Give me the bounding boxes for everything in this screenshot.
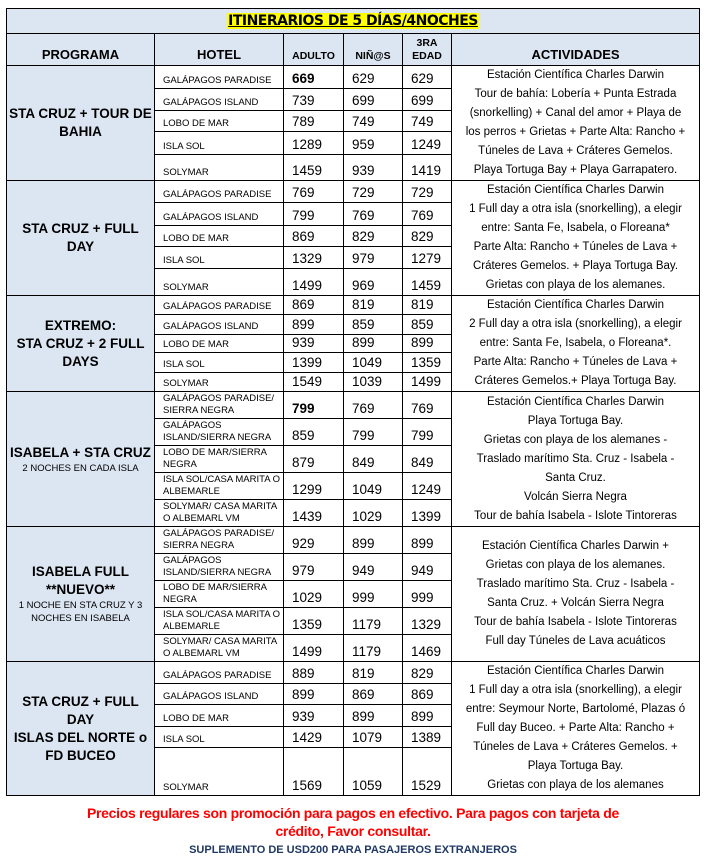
program-name-cell	[7, 296, 155, 392]
hotel-name-line: SOLYMAR	[163, 282, 209, 293]
price-tercera-edad: 829	[403, 226, 452, 247]
hotel-name-line: O ALBEMARL VM	[163, 513, 240, 524]
hotel-name-line: GALÁPAGOS PARADISE/	[163, 528, 275, 539]
activity-line: Estación Científica Charles Darwin	[486, 665, 665, 677]
price-tercera-edad: 859	[403, 315, 452, 334]
activity-line: 2 Full day a otra isla (snorkelling), a elegir	[469, 318, 682, 330]
price-adulto: 1569	[284, 748, 344, 796]
table-row	[7, 181, 700, 203]
activity-line: Túneles de Lava + Cráteres Gemelos. +	[473, 741, 678, 753]
hotel-cell	[155, 296, 284, 315]
hotel-name-line: GALÁPAGOS ISLAND	[163, 212, 259, 224]
supplement-note: SUPLEMENTO DE USD200 PARA PASAJEROS EXTRANJEROS	[189, 844, 517, 856]
price-ninos: 819	[344, 296, 403, 315]
price-adulto: 889	[284, 662, 344, 684]
price-adulto: 899	[284, 315, 344, 334]
program-name-line: STA CRUZ + FULL DAY	[22, 693, 139, 727]
header-tercera-edad-line1: 3RA	[416, 37, 438, 49]
hotel-cell	[155, 554, 284, 581]
hotel-cell	[155, 635, 284, 662]
price-ninos: 869	[344, 683, 403, 705]
price-tercera-edad: 899	[403, 705, 452, 727]
hotel-cell	[155, 608, 284, 635]
hotel-cell	[155, 154, 284, 180]
price-tercera-edad: 1249	[403, 132, 452, 155]
activity-line: Parte Alta: Rancho + Túneles de Lava +	[473, 356, 678, 368]
activity-line: Full day Buceo. + Parte Alta: Rancho +	[476, 722, 675, 734]
hotel-cell	[155, 247, 284, 269]
hotel-cell	[155, 181, 284, 203]
price-tercera-edad: 629	[403, 66, 452, 89]
activity-line: Estación Científica Charles Darwin	[486, 69, 665, 81]
program-name-cell	[7, 662, 155, 796]
price-adulto: 899	[284, 683, 344, 705]
price-adulto: 939	[284, 334, 344, 352]
activity-line: Tour de bahía: Lobería + Punta Estrada	[474, 88, 677, 100]
price-adulto: 859	[284, 419, 344, 446]
program-name-line: ISABELA + STA CRUZ	[10, 444, 151, 460]
price-adulto: 1359	[284, 608, 344, 635]
price-tercera-edad: 769	[403, 392, 452, 419]
price-ninos: 899	[344, 334, 403, 352]
price-tercera-edad: 749	[403, 111, 452, 132]
price-tercera-edad: 1399	[403, 500, 452, 527]
activity-line: Tour de bahía Isabela - Islote Tintoreras	[474, 509, 677, 522]
price-tercera-edad: 829	[403, 662, 452, 684]
activity-line: Volcán Sierra Negra	[524, 490, 627, 503]
activity-line: entre: Seymour Norte, Bartolomé, Plazas ó	[465, 703, 686, 715]
price-ninos: 979	[344, 247, 403, 269]
hotel-name-line: ISLA SOL/CASA MARITA O	[163, 609, 281, 620]
activity-line: Playa Tortuga Bay.	[527, 414, 624, 427]
title-row	[7, 9, 700, 34]
price-ninos: 949	[344, 554, 403, 581]
activities-cell	[452, 662, 700, 796]
table-row	[7, 662, 700, 684]
footer-notes	[0, 804, 706, 858]
price-adulto: 1329	[284, 247, 344, 269]
hotel-name-line: ISLA SOL	[163, 358, 205, 370]
price-adulto: 1549	[284, 372, 344, 391]
activity-line: Santa Cruz.	[545, 471, 606, 484]
hotel-name-line: SOLYMAR	[163, 167, 209, 178]
price-ninos: 959	[344, 132, 403, 155]
price-tercera-edad: 1359	[403, 353, 452, 372]
price-adulto: 1439	[284, 500, 344, 527]
program-name-line: **NUEVO**	[45, 582, 116, 597]
title-cell	[7, 9, 700, 34]
hotel-cell	[155, 662, 284, 684]
hotel-cell	[155, 372, 284, 391]
program-name-line: ISABELA FULL	[32, 564, 129, 579]
program-subtitle-line: 2 NOCHES EN CADA ISLA	[22, 462, 139, 474]
hotel-name-line: ALBEMARLE	[163, 621, 221, 632]
price-ninos: 999	[344, 581, 403, 608]
price-adulto: 1299	[284, 473, 344, 500]
price-tercera-edad: 1419	[403, 154, 452, 180]
price-ninos: 849	[344, 446, 403, 473]
activity-line: Traslado marítimo Sta. Cruz - Isabela -	[476, 578, 675, 590]
activity-line: Grietas con playa de los alemanes	[487, 779, 664, 791]
header-tercera-edad	[403, 34, 452, 66]
program-subtitle-line: 1 NOCHE EN STA CRUZ Y 3	[18, 600, 143, 611]
program-name-cell	[7, 392, 155, 527]
itinerary-body	[7, 66, 700, 796]
hotel-cell	[155, 473, 284, 500]
hotel-cell	[155, 683, 284, 705]
hotel-name-line: GALÁPAGOS PARADISE	[163, 189, 272, 201]
price-adulto: 869	[284, 226, 344, 247]
price-tercera-edad: 699	[403, 88, 452, 111]
price-tercera-edad: 949	[403, 554, 452, 581]
hotel-cell	[155, 66, 284, 89]
activity-line: (snorkelling) + Canal del amor + Playa de	[469, 107, 682, 119]
price-ninos: 859	[344, 315, 403, 334]
price-adulto: 1289	[284, 132, 344, 155]
price-ninos: 729	[344, 181, 403, 203]
hotel-cell	[155, 269, 284, 296]
hotel-name-line: GALÁPAGOS	[163, 420, 222, 431]
activity-line: Playa Tortuga Bay.	[527, 760, 624, 772]
hotel-name-line: GALÁPAGOS PARADISE	[163, 669, 272, 681]
activity-line: entre: Santa Fe, Isabela, o Floreana*	[481, 222, 670, 234]
price-adulto: 789	[284, 111, 344, 132]
price-adulto: 739	[284, 88, 344, 111]
price-adulto: 1459	[284, 154, 344, 180]
program-name-line: DAYS	[62, 353, 99, 369]
hotel-name-line: NEGRA	[163, 459, 197, 470]
activity-line: Grietas con playa de los alemanes.	[485, 559, 666, 571]
hotel-name-line: GALÁPAGOS PARADISE	[163, 301, 272, 313]
price-ninos: 799	[344, 419, 403, 446]
hotel-cell	[155, 226, 284, 247]
price-tercera-edad: 729	[403, 181, 452, 203]
hotel-name-line: GALÁPAGOS PARADISE/	[163, 393, 275, 404]
hotel-name-line: SOLYMAR	[163, 782, 209, 793]
price-tercera-edad: 799	[403, 419, 452, 446]
price-tercera-edad: 1459	[403, 269, 452, 296]
price-ninos: 1049	[344, 473, 403, 500]
price-ninos: 829	[344, 226, 403, 247]
price-ninos: 629	[344, 66, 403, 89]
program-name-line: BAHIA	[59, 124, 102, 139]
price-tercera-edad: 1329	[403, 608, 452, 635]
program-name-cell	[7, 527, 155, 662]
price-ninos: 819	[344, 662, 403, 684]
program-name-line: EXTREMO:	[44, 317, 117, 333]
hotel-name-line: GALÁPAGOS	[163, 555, 222, 566]
hotel-name-line: ISLA SOL	[163, 734, 205, 746]
header-row	[7, 34, 700, 66]
activity-line: Estación Científica Charles Darwin	[486, 299, 665, 311]
header-hotel: HOTEL	[155, 34, 284, 66]
price-adulto: 1499	[284, 269, 344, 296]
hotel-name-line: GALÁPAGOS PARADISE	[163, 74, 272, 86]
price-adulto: 939	[284, 705, 344, 727]
hotel-name-line: NEGRA	[163, 594, 197, 605]
price-ninos: 769	[344, 392, 403, 419]
price-adulto: 669	[284, 66, 344, 89]
hotel-name-line: ALBEMARLE	[163, 486, 221, 497]
hotel-name-line: LOBO DE MAR	[163, 118, 229, 130]
price-ninos: 1049	[344, 353, 403, 372]
price-adulto: 869	[284, 296, 344, 315]
activity-line: Estación Científica Charles Darwin	[486, 395, 665, 408]
price-adulto: 1429	[284, 726, 344, 748]
price-ninos: 1079	[344, 726, 403, 748]
payment-note-line1: Precios regulares son promoción para pagos en efectivo. Para pagos con tarjeta de	[87, 805, 619, 821]
activity-line: Full day Túneles de Lava acuáticos	[485, 635, 666, 647]
activity-line: Grietas con playa de los alemanes -	[483, 433, 668, 446]
hotel-name-line: ISLA SOL	[163, 255, 205, 267]
price-tercera-edad: 999	[403, 581, 452, 608]
price-tercera-edad: 849	[403, 446, 452, 473]
hotel-name-line: LOBO DE MAR/SIERRA	[163, 447, 267, 458]
activity-line: Traslado marítimo Sta. Cruz - Isabela -	[476, 452, 675, 465]
hotel-name-line: ISLA SOL	[163, 140, 205, 152]
hotel-cell	[155, 334, 284, 352]
price-adulto: 979	[284, 554, 344, 581]
price-ninos: 939	[344, 154, 403, 180]
header-adulto: ADULTO	[284, 34, 344, 66]
price-ninos: 899	[344, 527, 403, 554]
hotel-name-line: SOLYMAR/ CASA MARITA	[163, 636, 278, 647]
hotel-cell	[155, 527, 284, 554]
hotel-cell	[155, 88, 284, 111]
price-adulto: 799	[284, 392, 344, 419]
activities-cell	[452, 66, 700, 181]
hotel-name-line: ISLAND/SIERRA NEGRA	[163, 432, 272, 443]
activities-cell	[452, 296, 700, 392]
table-row	[7, 66, 700, 89]
hotel-name-line: ISLA SOL/CASA MARITA O	[163, 474, 281, 485]
page-title: ITINERARIOS DE 5 DÍAS/4NOCHES	[228, 13, 478, 29]
table-row	[7, 392, 700, 419]
hotel-name-line: LOBO DE MAR/SIERRA	[163, 582, 267, 593]
hotel-name-line: ISLAND/SIERRA NEGRA	[163, 567, 272, 578]
price-tercera-edad: 869	[403, 683, 452, 705]
price-tercera-edad: 1389	[403, 726, 452, 748]
program-name-line: STA CRUZ + 2 FULL	[16, 335, 145, 351]
hotel-name-line: SIERRA NEGRA	[163, 405, 235, 416]
hotel-cell	[155, 132, 284, 155]
hotel-name-line: SIERRA NEGRA	[163, 540, 235, 551]
hotel-name-line: GALÁPAGOS ISLAND	[163, 691, 259, 703]
program-subtitle-line: NOCHES EN ISABELA	[31, 613, 130, 624]
price-ninos: 899	[344, 705, 403, 727]
activity-line: los perros + Grietas + Parte Alta: Rancho +	[465, 126, 686, 138]
activity-line: 1 Full day a otra isla (snorkelling), a elegir	[469, 203, 682, 215]
header-ninos: NIÑ@S	[344, 34, 403, 66]
hotel-cell	[155, 581, 284, 608]
program-name-cell	[7, 66, 155, 181]
activity-line: Santa Cruz. + Volcán Sierra Negra	[487, 597, 664, 609]
activities-cell	[452, 181, 700, 296]
hotel-cell	[155, 392, 284, 419]
price-tercera-edad: 899	[403, 334, 452, 352]
header-actividades: ACTIVIDADES	[452, 34, 700, 66]
hotel-name-line: O ALBEMARL VM	[163, 648, 240, 659]
price-ninos: 1059	[344, 748, 403, 796]
hotel-cell	[155, 315, 284, 334]
hotel-cell	[155, 419, 284, 446]
hotel-cell	[155, 726, 284, 748]
hotel-cell	[155, 353, 284, 372]
program-name-line: ISLAS DEL NORTE o	[13, 729, 148, 745]
payment-note-line2: crédito, Favor consultar.	[275, 823, 431, 839]
program-name-line: STA CRUZ + TOUR DE	[9, 106, 152, 121]
price-tercera-edad: 819	[403, 296, 452, 315]
activity-line: Túneles de Lava + Cráteres Gemelos.	[478, 145, 673, 157]
hotel-name-line: SOLYMAR/ CASA MARITA	[163, 501, 278, 512]
price-tercera-edad: 1469	[403, 635, 452, 662]
activity-line: 1 Full day a otra isla (snorkelling), a elegir	[469, 684, 682, 696]
activity-line: Estación Científica Charles Darwin	[486, 184, 665, 196]
activity-line: entre: Santa Fe, Isabela, o Floreana*.	[479, 337, 672, 349]
activities-cell	[452, 527, 700, 662]
hotel-cell	[155, 500, 284, 527]
price-adulto: 879	[284, 446, 344, 473]
activity-line: Cráteres Gemelos.+ Playa Tortuga Bay.	[474, 375, 677, 387]
hotel-cell	[155, 705, 284, 727]
activity-line: Tour de bahía Isabela - Islote Tintoreras	[474, 616, 677, 628]
price-ninos: 969	[344, 269, 403, 296]
activities-cell	[452, 392, 700, 527]
price-ninos: 769	[344, 203, 403, 226]
hotel-name-line: LOBO DE MAR	[163, 233, 229, 245]
activity-line: Parte Alta: Rancho + Túneles de Lava +	[473, 241, 678, 253]
table-row	[7, 527, 700, 554]
price-ninos: 1179	[344, 635, 403, 662]
price-ninos: 699	[344, 88, 403, 111]
hotel-cell	[155, 111, 284, 132]
price-tercera-edad: 1279	[403, 247, 452, 269]
price-adulto: 799	[284, 203, 344, 226]
price-adulto: 1399	[284, 353, 344, 372]
header-tercera-edad-line2: EDAD	[412, 50, 442, 62]
hotel-name-line: LOBO DE MAR	[163, 339, 229, 351]
itinerary-table	[6, 8, 700, 796]
hotel-name-line: LOBO DE MAR	[163, 712, 229, 724]
price-adulto: 769	[284, 181, 344, 203]
price-adulto: 1029	[284, 581, 344, 608]
hotel-name-line: GALÁPAGOS ISLAND	[163, 97, 259, 109]
header-programa: PROGRAMA	[7, 34, 155, 66]
price-adulto: 929	[284, 527, 344, 554]
price-tercera-edad: 769	[403, 203, 452, 226]
price-ninos: 1029	[344, 500, 403, 527]
price-tercera-edad: 1499	[403, 372, 452, 391]
activity-line: Grietas con playa de los alemanes.	[485, 279, 666, 291]
hotel-cell	[155, 203, 284, 226]
activity-line: Estación Científica Charles Darwin +	[482, 540, 669, 552]
activity-line: Playa Tortuga Bay + Playa Garrapatero.	[473, 164, 678, 176]
price-ninos: 1179	[344, 608, 403, 635]
program-name-line: FD BUCEO	[45, 747, 116, 763]
activity-line: Cráteres Gemelos. + Playa Tortuga Bay.	[472, 260, 679, 272]
hotel-name-line: SOLYMAR	[163, 378, 209, 389]
hotel-name-line: GALÁPAGOS ISLAND	[163, 320, 259, 332]
program-name-cell	[7, 181, 155, 296]
price-tercera-edad: 899	[403, 527, 452, 554]
price-ninos: 1039	[344, 372, 403, 391]
table-row	[7, 296, 700, 315]
price-adulto: 1499	[284, 635, 344, 662]
price-tercera-edad: 1529	[403, 748, 452, 796]
hotel-cell	[155, 446, 284, 473]
price-ninos: 749	[344, 111, 403, 132]
program-name-line: STA CRUZ + FULL DAY	[22, 221, 139, 254]
price-tercera-edad: 1249	[403, 473, 452, 500]
hotel-cell	[155, 748, 284, 796]
